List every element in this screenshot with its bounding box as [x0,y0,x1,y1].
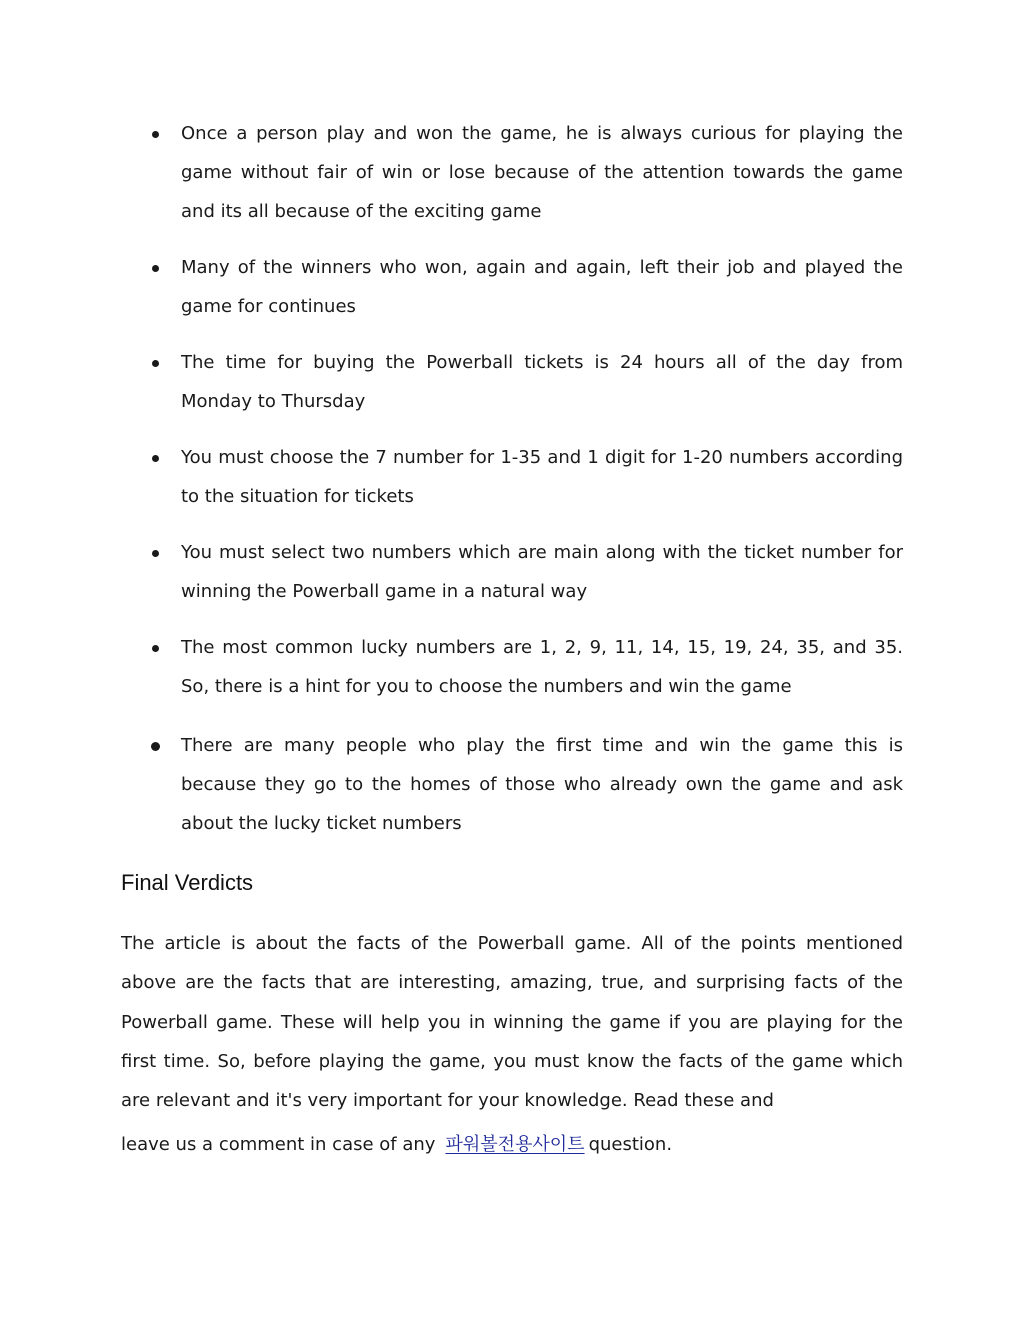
bullet-icon [152,550,159,557]
section-heading: Final Verdicts [121,870,254,895]
last-line-text-before: leave us a comment in case of any [121,1134,436,1155]
verdict-paragraph: The article is about the facts of the Powerball game. All of the points mentioned above are the facts that are interesting, amazing, true, and surprising facts of the Powerball game. These will help you in winning the game if you are playing for the first time. So, before playing the game, you must know the facts of the game which are relevant and it's very important for your knowledge. Read these and [121,933,903,1112]
list-item-text: Once a person play and won the game, he is always curious for playing the game without fair of win or lose because of the attention towards the game and its all because of the exciting game [181,123,903,222]
bullet-icon [152,265,159,272]
list-item-text: You must choose the 7 number for 1-35 and 1 digit for 1-20 numbers according to the situation for tickets [181,447,903,507]
list-item-text: Many of the winners who won, again and again, left their job and played the game for continues [181,257,903,317]
list-item-text: You must select two numbers which are main along with the ticket number for winning the Powerball game in a natural way [181,542,903,602]
list-item [121,438,903,516]
list-item-text: The most common lucky numbers are 1, 2, 9, 11, 14, 15, 19, 24, 35, and 35. So, there is a hint for you to choose the numbers and win the game [181,637,903,697]
last-line-text-after: question. [588,1134,673,1155]
list-item [121,533,903,611]
list-item [121,248,903,326]
bullet-icon [152,360,159,367]
facts-bullet-list [121,114,903,860]
list-item [121,628,903,706]
bullet-icon [152,131,159,138]
powerball-site-link[interactable]: 파워볼전용사이트 [445,1134,585,1155]
list-item-text: The time for buying the Powerball tickets is 24 hours all of the day from Monday to Thursday [181,352,903,412]
bullet-icon [151,742,160,751]
list-item-text: There are many people who play the first time and win the game this is because they go to the homes of those who already own the game and ask about the lucky ticket numbers [181,735,903,834]
verdict-paragraph-last-line [121,1125,903,1164]
list-item [121,726,903,843]
bullet-icon [152,645,159,652]
bullet-icon [152,455,159,462]
list-item [121,114,903,231]
list-item [121,343,903,421]
